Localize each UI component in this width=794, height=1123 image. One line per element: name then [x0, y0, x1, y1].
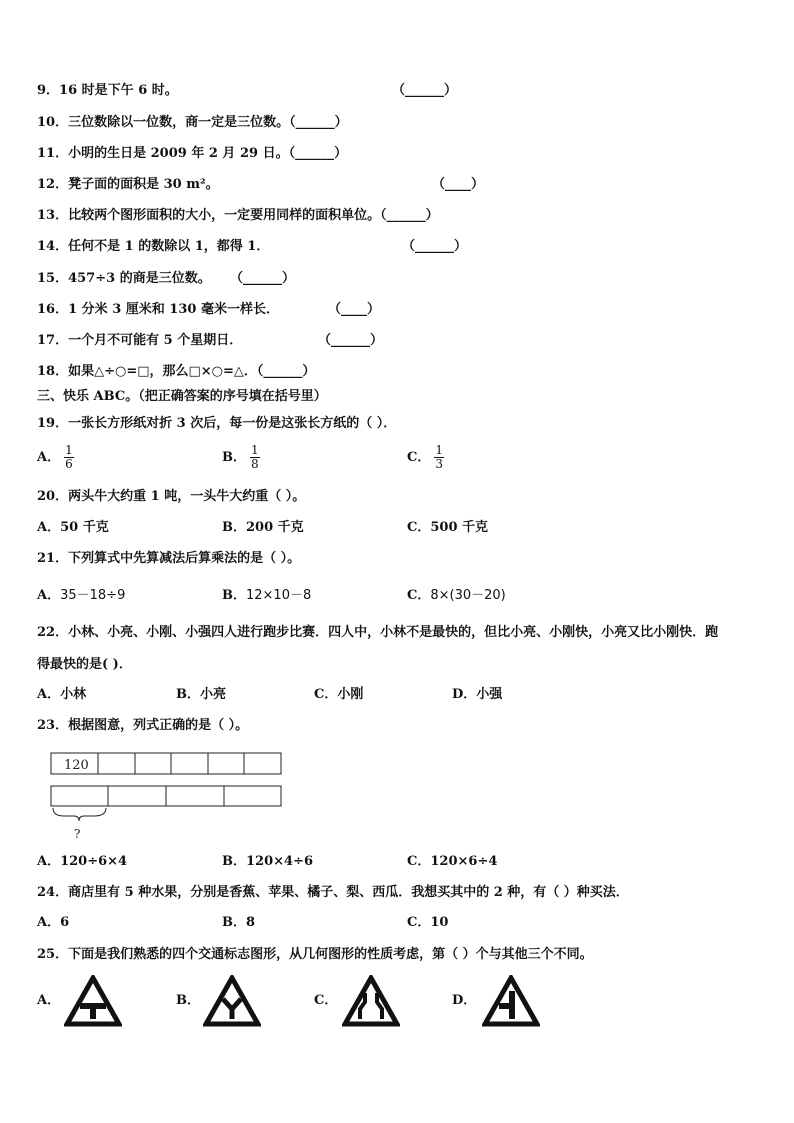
statement-text: 9．16 时是下午 6 时。: [37, 83, 178, 98]
option-a[interactable]: A．35－18÷9: [37, 588, 126, 603]
statement-text: 16．1 分米 3 厘米和 130 毫米一样长．: [37, 302, 279, 317]
answer-blank[interactable]: （______）: [392, 83, 458, 98]
diagram-question: ?: [74, 827, 81, 841]
option-b[interactable]: B．小亮: [176, 687, 226, 702]
option-a[interactable]: A．120÷6×4: [37, 854, 128, 869]
question-19-stem: 19．一张长方形纸对折 3 次后，每一份是这张长方纸的（ ）．: [37, 416, 397, 431]
answer-blank[interactable]: （______）: [256, 364, 316, 379]
option-a[interactable]: A．: [37, 993, 61, 1008]
option-b[interactable]: B．200 千克: [222, 520, 304, 535]
option-c[interactable]: C． $\frac{1}{3}$: [407, 443, 443, 471]
answer-blank[interactable]: （____）: [432, 177, 485, 192]
answer-blank[interactable]: （______）: [402, 239, 468, 254]
segment-diagram: [48, 750, 288, 846]
answer-blank[interactable]: （______）: [230, 271, 296, 286]
question-21-stem: 21．下列算式中先算减法后算乘法的是（ ）。: [37, 551, 301, 566]
option-c[interactable]: C．: [314, 993, 338, 1008]
statement-text: 10．三位数除以一位数，商一定是三位数。（______）: [37, 115, 348, 130]
expression: 8×(30－20): [430, 588, 506, 603]
answer-blank[interactable]: （______）: [288, 146, 348, 161]
option-c[interactable]: C．10: [407, 915, 449, 930]
answer-blank[interactable]: （______）: [380, 208, 439, 223]
statement-text: 13．比较两个图形面积的大小，一定要用同样的面积单位。（______）: [37, 208, 439, 223]
statement-text: 14．任何不是 1 的数除以 1，都得 1．: [37, 239, 270, 254]
option-c[interactable]: C．120×6÷4: [407, 854, 498, 869]
diagram-value: 120: [64, 758, 89, 773]
option-c[interactable]: C．小刚: [314, 687, 364, 702]
question-22-stem-line-2: 得最快的是( )．: [37, 657, 132, 672]
statement-text: 17．一个月不可能有 5 个星期日．: [37, 333, 243, 348]
option-c[interactable]: C．500 千克: [407, 520, 489, 535]
question-24-stem: 24．商店里有 5 种水果，分别是香蕉、苹果、橘子、梨、西瓜．我想买其中的 2 种，有（ ）种买法．: [37, 885, 629, 900]
option-a[interactable]: A．小林: [37, 687, 87, 702]
option-b[interactable]: B． $\frac{1}{8}$: [222, 443, 259, 471]
option-a[interactable]: A．50 千克: [37, 520, 109, 535]
option-a[interactable]: A．6: [37, 915, 70, 930]
option-a[interactable]: A． $\frac{1}{6}$: [37, 443, 73, 471]
option-d[interactable]: D．小强: [452, 687, 503, 702]
section-title: 三、快乐 ABC。（把正确答案的序号填在括号里）: [37, 389, 327, 404]
answer-blank[interactable]: （____）: [328, 302, 381, 317]
option-b[interactable]: B．: [176, 993, 200, 1008]
statement-text: 15．457÷3 的商是三位数。: [37, 271, 211, 286]
fraction: $\frac{1}{8}$: [251, 443, 259, 471]
option-b[interactable]: B．12×10－8: [222, 588, 312, 603]
statement-text: 12．凳子面的面积是 30 m²。: [37, 177, 219, 192]
side-road-sign-icon: [482, 975, 540, 1031]
option-b[interactable]: B．120×4÷6: [222, 854, 314, 869]
option-c[interactable]: C．8×(30－20): [407, 588, 506, 603]
brace: [53, 808, 106, 821]
y-junction-sign-icon: [203, 975, 261, 1031]
fraction: $\frac{1}{6}$: [65, 443, 73, 471]
statement-text: 11．小明的生日是 2009 年 2 月 29 日。（______）: [37, 146, 348, 161]
road-narrows-sign-icon: [342, 975, 400, 1031]
question-20-stem: 20．两头牛大约重 1 吨，一头牛大约重（ ）。: [37, 489, 306, 504]
statement-text: 18．如果△÷○=□，那么□×○=△．（______）: [37, 364, 316, 379]
expression: 12×10－8: [246, 588, 312, 603]
question-22-stem-line-1: 22．小林、小亮、小刚、小强四人进行跑步比赛．四人中，小林不是最快的，但比小亮、小刚快，小亮又比小刚快．跑: [37, 625, 719, 640]
question-23-stem: 23．根据图意，列式正确的是（ ）。: [37, 718, 249, 733]
question-25-stem: 25．下面是我们熟悉的四个交通标志图形，从几何图形的性质考虑，第（ ）个与其他三个不同。: [37, 947, 593, 962]
answer-blank[interactable]: （______）: [318, 333, 384, 348]
t-junction-sign-icon: [64, 975, 122, 1031]
expression: 35－18÷9: [60, 588, 126, 603]
fraction: $\frac{1}{3}$: [435, 443, 443, 471]
option-d[interactable]: D．: [452, 993, 477, 1008]
answer-blank[interactable]: （______）: [289, 115, 348, 130]
option-b[interactable]: B．8: [222, 915, 256, 930]
